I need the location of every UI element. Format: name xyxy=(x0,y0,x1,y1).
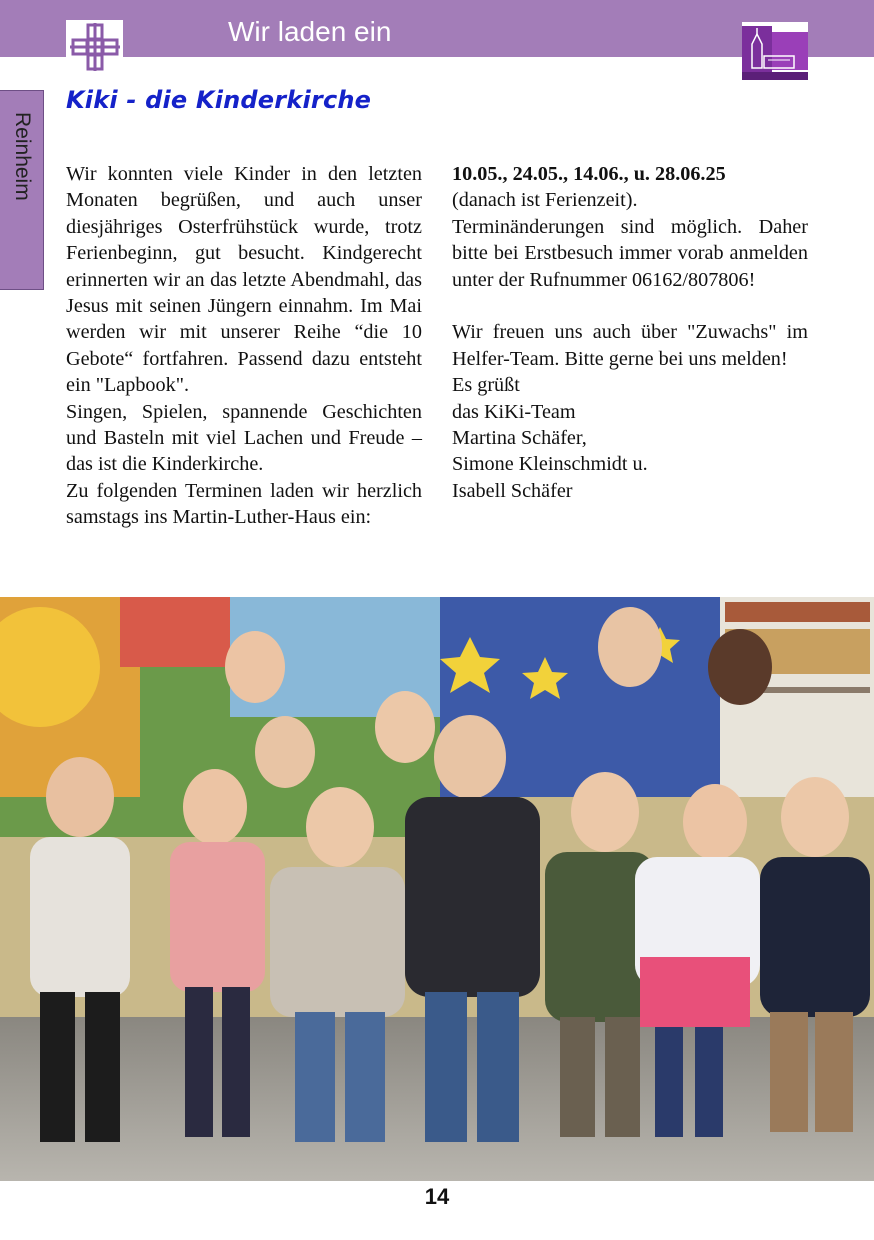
article-title: Kiki - die Kinderkirche xyxy=(66,86,372,114)
side-tab-label: Reinheim xyxy=(11,112,34,201)
dates-note: (danach ist Ferienzeit). xyxy=(452,189,638,212)
changes-note: Terminänderungen sind möglich. Daher bitte bei Erstbesuch immer vorab anmelden unter der Rufnummer 06162/807806! xyxy=(452,215,808,291)
right-column xyxy=(452,161,808,504)
section-title: Wir laden ein xyxy=(228,16,392,47)
signoff-line: Martina Schäfer, xyxy=(452,427,587,450)
church-building-logo-icon xyxy=(742,22,808,80)
signoff-line: Simone Kleinschmidt u. xyxy=(452,453,648,476)
signoff-line: das KiKi-Team xyxy=(452,400,576,423)
group-photo-children xyxy=(0,597,874,1181)
signoff-line: Isabell Schäfer xyxy=(452,479,573,502)
church-cross-logo-icon xyxy=(66,20,123,74)
dates-line: 10.05., 24.05., 14.06., u. 28.06.25 xyxy=(452,163,726,185)
signoff-line: Es grüßt xyxy=(452,374,520,397)
invitation-paragraph: Zu folgenden Terminen laden wir herzlich samstags ins Martin-Luther-Haus ein: xyxy=(66,479,422,529)
left-column xyxy=(66,161,422,531)
helpers-note: Wir freuen uns auch über "Zuwachs" im Helfer-Team. Bitte gerne bei uns melden! xyxy=(452,321,808,370)
page-number: 14 xyxy=(424,1184,450,1209)
kinderkirche-paragraph: Singen, Spielen, spannende Geschichten und Basteln mit viel Lachen und Freude – das ist die Kinderkirche. xyxy=(66,400,422,476)
intro-paragraph: Wir konnten viele Kinder in den letzten Monaten begrüßen, und auch unser diesjähriges Osterfrühstück wurde, trotz Ferienbeginn, gut besucht. Kindgerecht erinnerten wir an das letzte Abendmahl, das Jesus mit seinen Jüngern einnahm. Im Mai werden wir mit unserer Reihe “die 10 Gebote“ fortfahren. Passend dazu entsteht ein "Lapbook". xyxy=(66,163,422,397)
